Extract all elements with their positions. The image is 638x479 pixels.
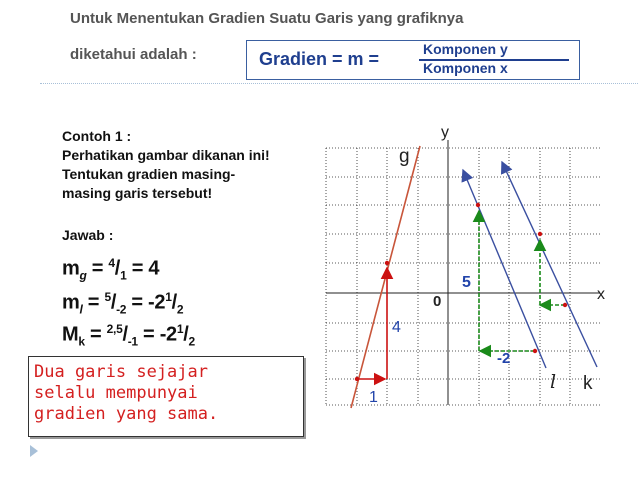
slope-triangle-l — [476, 203, 537, 353]
eq-k-name: M — [62, 323, 79, 346]
example-line-1: Perhatikan gambar dikanan ini! — [62, 147, 270, 163]
header-line-2: diketahui adalah : — [70, 46, 197, 63]
eq-k-res-den: 2 — [188, 334, 195, 349]
eq-l-mid: = — [82, 291, 105, 314]
eq-g-name: m — [62, 257, 80, 280]
note-line-2: selalu mempunyai — [34, 383, 198, 403]
formula-numerator: Komponen y — [423, 41, 508, 57]
header-line-1: Untuk Menentukan Gradien Suatu Garis yang grafiknya — [70, 10, 464, 27]
eq-g-mid: = — [86, 257, 109, 280]
label-run-1: 1 — [369, 389, 378, 406]
line-g — [351, 146, 420, 408]
eq-l-res-den: 2 — [176, 302, 184, 317]
label-run-neg2: -2 — [497, 350, 511, 367]
line-l — [463, 170, 546, 368]
axis-x-label: x — [597, 286, 605, 303]
eq-l-name: m — [62, 291, 80, 314]
eq-k-num: 2,5 — [106, 322, 123, 336]
eq-l-res-slash: / — [171, 291, 177, 314]
bullet-triangle-icon — [30, 445, 38, 457]
example-line-3: masing garis tersebut! — [62, 185, 213, 201]
eq-l-result: = -2 — [126, 291, 166, 314]
line-l-label: l — [550, 371, 557, 393]
line-k — [502, 162, 597, 367]
eq-k-res-num: 1 — [176, 322, 184, 336]
eq-k-result: = -2 — [137, 323, 177, 346]
line-g-label: g — [399, 146, 410, 167]
eq-k-sub: k — [78, 334, 85, 349]
line-k-label: k — [583, 373, 593, 394]
formula-denominator: Komponen x — [423, 60, 508, 76]
answer-label: Jawab : — [62, 227, 114, 243]
label-rise-5: 5 — [462, 274, 471, 291]
note-line-3: gradien yang sama. — [34, 404, 219, 424]
origin-label: 0 — [433, 293, 442, 310]
example-title: Contoh 1 : — [62, 128, 132, 144]
eq-l-sub: l — [79, 302, 83, 317]
eq-g-slash: / — [114, 257, 121, 280]
eq-g-num: 4 — [108, 256, 115, 270]
axis-y-label: y — [441, 124, 449, 141]
eq-g-sub: g — [79, 268, 87, 283]
eq-g-den: 1 — [120, 268, 127, 283]
eq-l-slash: / — [110, 291, 117, 314]
example-line-2: Tentukan gradien masing- — [62, 166, 236, 182]
eq-k-mid: = — [84, 323, 107, 346]
eq-k-den: -1 — [127, 334, 138, 349]
eq-l-num: 5 — [104, 290, 111, 304]
eq-k-res-slash: / — [183, 323, 189, 346]
note-line-1: Dua garis sejajar — [34, 362, 208, 382]
eq-k-slash: / — [122, 323, 128, 346]
eq-g-result: = 4 — [126, 257, 160, 280]
label-rise-4: 4 — [392, 319, 401, 336]
slope-triangle-g — [355, 261, 389, 381]
formula-lhs: Gradien = m = — [259, 49, 380, 69]
eq-l-den: -2 — [116, 302, 127, 317]
eq-l-res-num: 1 — [165, 290, 172, 304]
